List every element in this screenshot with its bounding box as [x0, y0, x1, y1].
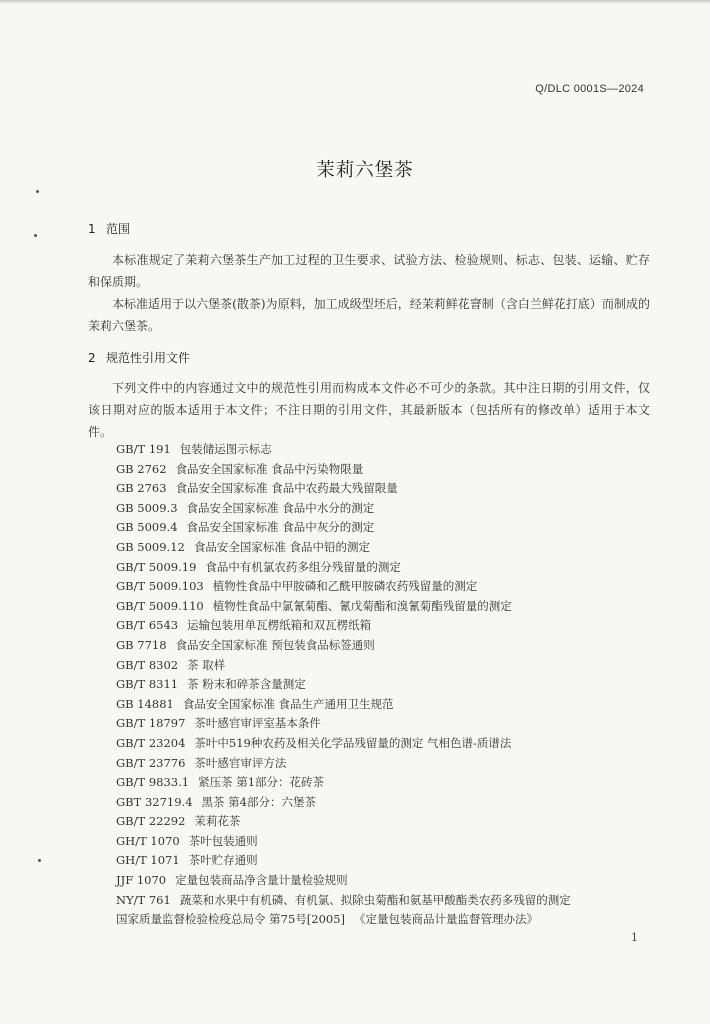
reference-code: NY/T 761: [116, 892, 171, 907]
reference-item: [116, 891, 571, 911]
reference-code: GB/T 5009.103: [116, 579, 204, 594]
reference-title: 包装储运图示标志: [179, 442, 272, 456]
reference-code: GH/T 1070: [116, 833, 180, 848]
reference-code: GB/T 5009.110: [116, 598, 204, 613]
reference-item: [116, 597, 571, 617]
reference-item: [116, 734, 571, 754]
reference-item: [116, 518, 571, 538]
reference-title: 食品安全国家标准 食品中灰分的测定: [186, 520, 375, 535]
section-number: 1: [88, 222, 96, 236]
reference-item: [116, 538, 571, 558]
reference-item: [116, 499, 571, 519]
reference-title: 食品安全国家标准 食品中污染物限量: [175, 461, 364, 476]
reference-item: [116, 460, 571, 480]
reference-code: GB 5009.4: [116, 520, 178, 535]
reference-item: [116, 616, 571, 636]
reference-title: 茶叶贮存通则: [188, 853, 258, 868]
reference-item: [116, 812, 571, 832]
reference-item: [116, 754, 571, 774]
reference-item: [116, 558, 571, 578]
reference-code: JJF 1070: [116, 873, 167, 888]
references-intro: 下列文件中的内容通过文中的规范性引用而构成本文件必不可少的条款。其中注日期的引用文件，仅该日期对应的版本适用于本文件；不注日期的引用文件，其最新版本（包括所有的修改单）适用于本文件。: [88, 381, 650, 439]
scope-paragraph-2: 本标准适用于以六堡茶(散茶)为原料，加工成级型坯后，经茉莉鲜花窨制（含白兰鲜花打底）而制成的茉莉六堡茶。: [88, 297, 650, 333]
reference-title: 植物性食品中氯氰菊酯、氰戊菊酯和溴氰菊酯残留量的测定: [212, 598, 512, 613]
reference-title: 黑茶 第4部分：六堡茶: [201, 794, 317, 809]
reference-title: 运输包装用单瓦楞纸箱和双瓦楞纸箱: [187, 618, 372, 633]
reference-code: GB 2762: [116, 461, 167, 476]
scan-speck: [36, 190, 39, 193]
scan-speck: [34, 234, 37, 237]
section-2-heading: [88, 349, 190, 366]
reference-code: GB/T 5009.19: [116, 559, 197, 574]
reference-code: GH/T 1071: [116, 853, 180, 868]
reference-code: GB 2763: [116, 481, 167, 496]
reference-item: [116, 871, 571, 891]
reference-code: GB/T 22292: [116, 814, 186, 829]
reference-item: [116, 577, 571, 597]
reference-item: [116, 851, 571, 871]
reference-code: GB/T 23204: [116, 735, 186, 750]
reference-item: [116, 832, 571, 852]
reference-title: 茶叶感官审评方法: [194, 755, 287, 770]
reference-code: GB/T 6543: [116, 618, 179, 633]
scan-speck: [38, 859, 41, 862]
reference-item: [116, 479, 571, 499]
reference-title: 定量包装商品净含量计量检验规则: [175, 873, 348, 888]
reference-code: GB 5009.3: [116, 500, 178, 515]
reference-code: GB 14881: [116, 696, 174, 711]
reference-item: [116, 910, 571, 930]
reference-code: GB/T 23776: [116, 755, 186, 770]
reference-title: 茉莉花茶: [194, 814, 241, 829]
reference-item: [116, 440, 571, 460]
reference-title: 食品安全国家标准 食品中铅的测定: [193, 539, 371, 554]
reference-title: 食品安全国家标准 食品生产通用卫生规范: [182, 696, 394, 711]
reference-title: 植物性食品中甲胺磷和乙酰甲胺磷农药残留量的测定: [212, 579, 478, 594]
reference-title: 茶 粉末和碎茶含量测定: [187, 677, 306, 692]
reference-item: [116, 793, 571, 813]
reference-item: [116, 675, 571, 695]
section-title: 规范性引用文件: [106, 351, 191, 365]
document-code: Q/DLC 0001S—2024: [535, 83, 644, 95]
reference-title: 茶 取样: [187, 657, 226, 672]
reference-item: [116, 656, 571, 676]
reference-code: GB 5009.12: [116, 539, 185, 554]
scan-edge: [0, 0, 710, 4]
reference-title: 《定量包装商品计量监督管理办法》: [354, 912, 539, 927]
reference-code: GB/T 9833.1: [116, 775, 190, 790]
reference-title: 茶叶包装通则: [188, 833, 258, 848]
reference-item: [116, 714, 571, 734]
document-title: 茉莉六堡茶: [316, 160, 414, 181]
reference-item: [116, 773, 571, 793]
section-1-heading: [88, 220, 130, 237]
reference-code: GB 7718: [116, 637, 167, 652]
page-number: 1: [631, 931, 638, 944]
reference-title: 茶叶感官审评室基本条件: [194, 716, 321, 731]
reference-item: [116, 695, 571, 715]
reference-title: 食品安全国家标准 食品中水分的测定: [186, 500, 375, 515]
reference-code: GB/T 8302: [116, 657, 179, 672]
reference-title: 食品中有机氯农药多组分残留量的测定: [205, 559, 401, 574]
reference-title: 茶叶中519种农药及相关化学品残留量的测定 气相色谱-质谱法: [194, 735, 512, 750]
scope-paragraph-1: 本标准规定了茉莉六堡茶生产加工过程的卫生要求、试验方法、检验规则、标志、包装、运输、贮存和保质期。: [88, 253, 650, 289]
section-title: 范围: [106, 222, 131, 236]
reference-code: GB/T 18797: [116, 716, 186, 731]
section-number: 2: [88, 351, 96, 365]
reference-title: 紧压茶 第1部分：花砖茶: [198, 775, 325, 790]
reference-list: [116, 440, 571, 930]
reference-title: 蔬菜和水果中有机磷、有机氯、拟除虫菊酯和氨基甲酸酯类农药多残留的测定: [179, 892, 571, 907]
reference-item: [116, 636, 571, 656]
reference-code: GB/T 191: [116, 442, 171, 456]
reference-title: 食品安全国家标准 预包装食品标签通则: [175, 637, 375, 652]
reference-title: 食品安全国家标准 食品中农药最大残留限量: [175, 481, 398, 496]
reference-code: 国家质量监督检验检疫总局令 第75号[2005]: [116, 912, 346, 927]
reference-code: GB/T 8311: [116, 677, 179, 692]
reference-code: GBT 32719.4: [116, 794, 193, 809]
